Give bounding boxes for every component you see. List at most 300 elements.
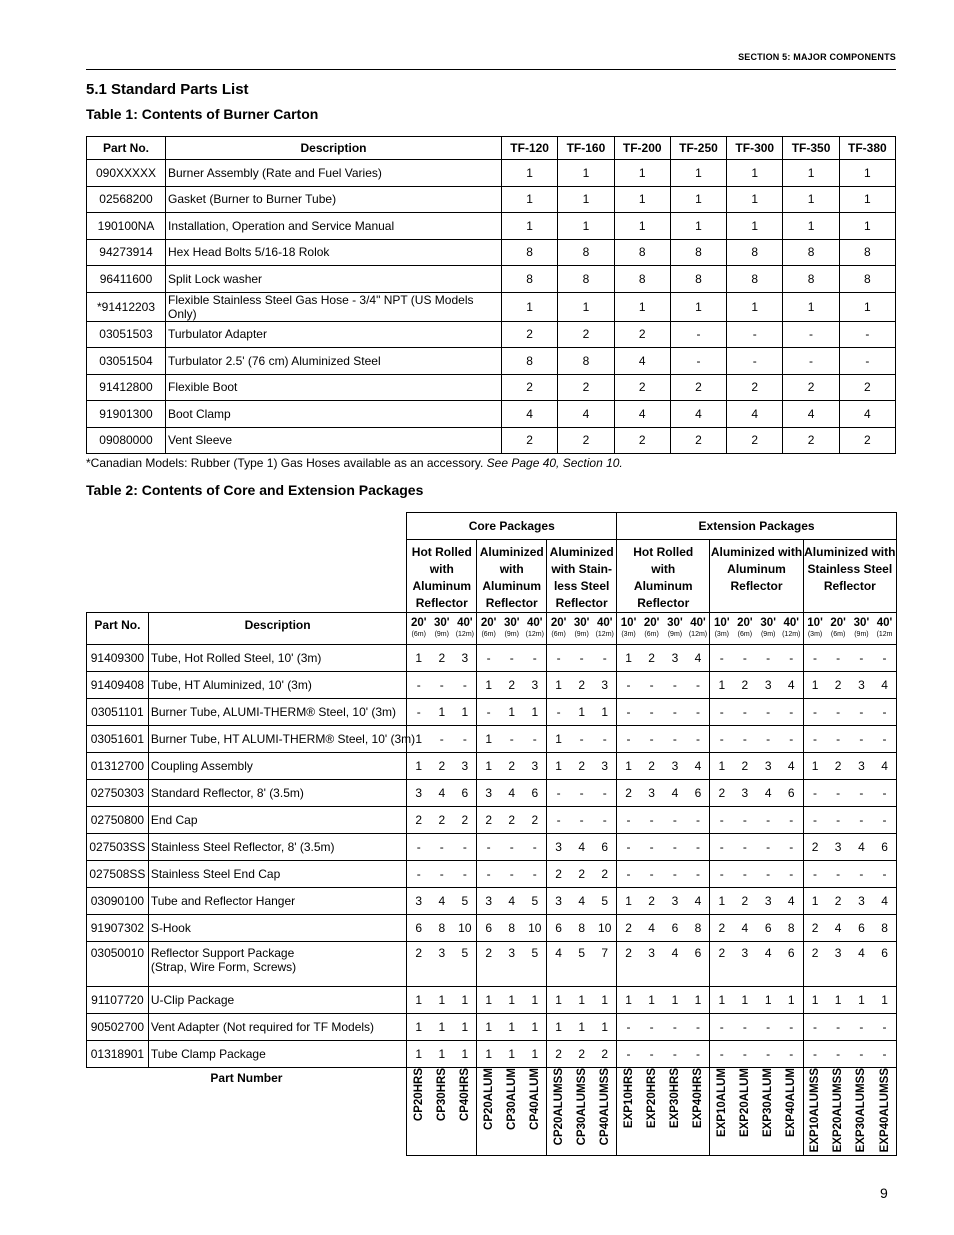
quantity-cell: 3 bbox=[523, 753, 546, 780]
quantity-cell: - bbox=[477, 645, 500, 672]
table-row bbox=[87, 213, 896, 240]
quantity-cell: 3 bbox=[430, 942, 453, 987]
quantity-cell: 1 bbox=[453, 1014, 476, 1041]
quantity-cell: 3 bbox=[663, 888, 686, 915]
quantity-cell: - bbox=[617, 861, 640, 888]
package-part-number-cell bbox=[803, 1068, 826, 1156]
quantity-cell: 1 bbox=[614, 292, 670, 321]
quantity-cell: - bbox=[687, 1041, 710, 1068]
metric-length: (9m) bbox=[434, 631, 449, 638]
quantity-cell: - bbox=[803, 699, 826, 726]
quantity-cell: - bbox=[617, 699, 640, 726]
quantity-cell: - bbox=[826, 645, 849, 672]
quantity-cell: 1 bbox=[783, 292, 839, 321]
quantity-cell: - bbox=[710, 1041, 733, 1068]
quantity-cell: 4 bbox=[663, 780, 686, 807]
table-row bbox=[87, 753, 897, 780]
quantity-cell: - bbox=[593, 807, 616, 834]
quantity-cell: 1 bbox=[453, 1041, 476, 1068]
quantity-cell: - bbox=[727, 321, 783, 348]
package-type-header: Hot Rolled with Aluminum Reflector bbox=[407, 540, 477, 613]
quantity-cell: - bbox=[663, 807, 686, 834]
quantity-cell: - bbox=[733, 645, 756, 672]
table-row bbox=[87, 348, 896, 375]
quantity-cell: 1 bbox=[523, 1014, 546, 1041]
quantity-cell: 2 bbox=[558, 427, 614, 454]
quantity-cell: 1 bbox=[727, 186, 783, 213]
column-header: TF-250 bbox=[670, 137, 726, 160]
quantity-cell: - bbox=[593, 645, 616, 672]
part-no-header: Part No. bbox=[87, 613, 149, 645]
subgroup-header-row bbox=[87, 540, 897, 613]
quantity-cell: - bbox=[500, 645, 523, 672]
quantity-cell: 3 bbox=[523, 672, 546, 699]
quantity-cell: - bbox=[826, 807, 849, 834]
quantity-cell: - bbox=[407, 861, 430, 888]
quantity-cell: 4 bbox=[500, 780, 523, 807]
quantity-cell: 3 bbox=[733, 942, 756, 987]
quantity-cell: - bbox=[640, 672, 663, 699]
quantity-cell: 8 bbox=[614, 239, 670, 266]
quantity-cell: 1 bbox=[407, 1041, 430, 1068]
quantity-cell: 8 bbox=[687, 915, 710, 942]
quantity-cell: 4 bbox=[558, 401, 614, 428]
quantity-cell: 1 bbox=[502, 160, 558, 187]
quantity-cell: 2 bbox=[826, 753, 849, 780]
quantity-cell: 1 bbox=[570, 987, 593, 1014]
quantity-cell: - bbox=[780, 699, 803, 726]
description-cell: Tube and Reflector Hanger bbox=[148, 888, 406, 915]
quantity-cell: - bbox=[670, 348, 726, 375]
metric-length: (6m) bbox=[481, 631, 496, 638]
column-header: Part No. bbox=[87, 137, 166, 160]
part-number-row bbox=[87, 1068, 897, 1156]
package-part-number: CP40ALUMSS bbox=[598, 1068, 611, 1146]
quantity-cell: 4 bbox=[757, 780, 780, 807]
quantity-cell: 2 bbox=[826, 672, 849, 699]
package-part-number-cell bbox=[687, 1068, 710, 1156]
package-part-number-cell bbox=[570, 1068, 593, 1156]
quantity-cell: 2 bbox=[570, 753, 593, 780]
quantity-cell: 5 bbox=[570, 942, 593, 987]
package-type-header: Hot Rolled with Aluminum Reflector bbox=[617, 540, 710, 613]
quantity-cell: 4 bbox=[850, 834, 873, 861]
table-row bbox=[87, 1041, 897, 1068]
part-number-cell: *91412203 bbox=[87, 292, 166, 321]
quantity-cell: 6 bbox=[687, 780, 710, 807]
header-spacer bbox=[87, 513, 407, 540]
quantity-cell: - bbox=[477, 699, 500, 726]
quantity-cell: 1 bbox=[430, 987, 453, 1014]
quantity-cell: - bbox=[617, 1041, 640, 1068]
quantity-cell: 1 bbox=[839, 160, 895, 187]
quantity-cell: 8 bbox=[570, 915, 593, 942]
table-row bbox=[87, 1014, 897, 1041]
quantity-cell: - bbox=[593, 780, 616, 807]
metric-length: (12m) bbox=[595, 631, 614, 638]
length-header: 40' (12m bbox=[873, 613, 896, 645]
quantity-cell: - bbox=[430, 861, 453, 888]
quantity-cell: 1 bbox=[873, 987, 896, 1014]
description-cell: Gasket (Burner to Burner Tube) bbox=[166, 186, 502, 213]
quantity-cell: 3 bbox=[593, 672, 616, 699]
quantity-cell: 2 bbox=[430, 807, 453, 834]
quantity-cell: 8 bbox=[727, 266, 783, 293]
quantity-cell: 4 bbox=[839, 401, 895, 428]
table-row bbox=[87, 186, 896, 213]
quantity-cell: 1 bbox=[710, 888, 733, 915]
quantity-cell: 3 bbox=[757, 753, 780, 780]
quantity-cell: - bbox=[617, 807, 640, 834]
quantity-cell: - bbox=[663, 1041, 686, 1068]
quantity-cell: - bbox=[640, 1014, 663, 1041]
quantity-cell: 1 bbox=[614, 213, 670, 240]
quantity-cell: 1 bbox=[500, 699, 523, 726]
quantity-cell: - bbox=[687, 834, 710, 861]
quantity-cell: 4 bbox=[780, 753, 803, 780]
quantity-cell: 8 bbox=[670, 239, 726, 266]
quantity-cell: - bbox=[780, 807, 803, 834]
quantity-cell: 1 bbox=[803, 888, 826, 915]
quantity-cell: - bbox=[710, 861, 733, 888]
package-part-number: EXP40HRS bbox=[691, 1068, 704, 1129]
quantity-cell: - bbox=[453, 672, 476, 699]
quantity-cell: 2 bbox=[570, 672, 593, 699]
quantity-cell: 2 bbox=[826, 888, 849, 915]
quantity-cell: 3 bbox=[850, 672, 873, 699]
table-row bbox=[87, 807, 897, 834]
package-type-header: Aluminized with Aluminum Reflector bbox=[710, 540, 803, 613]
quantity-cell: 4 bbox=[502, 401, 558, 428]
description-cell: Installation, Operation and Service Manual bbox=[166, 213, 502, 240]
package-part-number: CP20ALUM bbox=[482, 1068, 495, 1130]
package-part-number-cell bbox=[547, 1068, 570, 1156]
quantity-cell: 1 bbox=[523, 987, 546, 1014]
quantity-cell: - bbox=[757, 699, 780, 726]
quantity-cell: 8 bbox=[558, 239, 614, 266]
group-header-row bbox=[87, 513, 897, 540]
quantity-cell: - bbox=[803, 807, 826, 834]
quantity-cell: - bbox=[430, 834, 453, 861]
quantity-cell: - bbox=[850, 1014, 873, 1041]
quantity-cell: 1 bbox=[502, 186, 558, 213]
metric-length: (9m) bbox=[760, 631, 776, 638]
description-cell: End Cap bbox=[148, 807, 406, 834]
length-header: 30' (9m) bbox=[570, 613, 593, 645]
description-cell: Flexible Stainless Steel Gas Hose - 3/4" NPT (US Models Only) bbox=[166, 292, 502, 321]
quantity-cell: - bbox=[733, 1014, 756, 1041]
quantity-cell: - bbox=[826, 1014, 849, 1041]
quantity-cell: 6 bbox=[547, 915, 570, 942]
quantity-cell: 1 bbox=[617, 753, 640, 780]
quantity-cell: 1 bbox=[783, 160, 839, 187]
quantity-cell: 2 bbox=[407, 942, 430, 987]
quantity-cell: 6 bbox=[780, 942, 803, 987]
metric-length: (12m) bbox=[525, 631, 544, 638]
quantity-cell: 3 bbox=[850, 753, 873, 780]
package-part-number-cell bbox=[757, 1068, 780, 1156]
quantity-cell: 1 bbox=[593, 1014, 616, 1041]
table-row bbox=[87, 942, 897, 987]
quantity-cell: 4 bbox=[733, 915, 756, 942]
part-number-cell: 91409408 bbox=[87, 672, 149, 699]
quantity-cell: 4 bbox=[873, 672, 896, 699]
part-number-cell: 03090100 bbox=[87, 888, 149, 915]
quantity-cell: 2 bbox=[640, 888, 663, 915]
quantity-cell: 2 bbox=[502, 321, 558, 348]
description-cell: Turbulator Adapter bbox=[166, 321, 502, 348]
quantity-cell: 1 bbox=[687, 987, 710, 1014]
quantity-cell: - bbox=[640, 834, 663, 861]
quantity-cell: 2 bbox=[617, 942, 640, 987]
quantity-cell: 2 bbox=[453, 807, 476, 834]
column-header: TF-350 bbox=[783, 137, 839, 160]
package-part-number-cell bbox=[430, 1068, 453, 1156]
quantity-cell: 6 bbox=[477, 915, 500, 942]
quantity-cell: 1 bbox=[477, 726, 500, 753]
quantity-cell: 1 bbox=[500, 1041, 523, 1068]
table-row bbox=[87, 427, 896, 454]
quantity-cell: 1 bbox=[670, 160, 726, 187]
quantity-cell: - bbox=[873, 861, 896, 888]
quantity-cell: 1 bbox=[547, 1014, 570, 1041]
quantity-cell: 5 bbox=[523, 942, 546, 987]
quantity-cell: 2 bbox=[547, 861, 570, 888]
quantity-cell: - bbox=[430, 672, 453, 699]
quantity-cell: 1 bbox=[617, 888, 640, 915]
description-cell: Burner Tube, HT ALUMI-THERM® Steel, 10' (3m) bbox=[148, 726, 406, 753]
quantity-cell: - bbox=[640, 861, 663, 888]
quantity-cell: 3 bbox=[407, 888, 430, 915]
footnote-text: *Canadian Models: Rubber (Type 1) Gas Hoses available as an accessory. bbox=[86, 456, 484, 470]
quantity-cell: - bbox=[733, 807, 756, 834]
quantity-cell: - bbox=[780, 1041, 803, 1068]
length-header: 30' (9m) bbox=[500, 613, 523, 645]
length-header: 30' (9m) bbox=[430, 613, 453, 645]
quantity-cell: - bbox=[727, 348, 783, 375]
metric-length: (3m) bbox=[807, 631, 823, 638]
table-row bbox=[87, 888, 897, 915]
table-row bbox=[87, 834, 897, 861]
package-part-number-cell bbox=[663, 1068, 686, 1156]
quantity-cell: 1 bbox=[614, 186, 670, 213]
quantity-cell: 1 bbox=[839, 186, 895, 213]
quantity-cell: 1 bbox=[407, 645, 430, 672]
quantity-cell: - bbox=[407, 834, 430, 861]
quantity-cell: - bbox=[617, 672, 640, 699]
quantity-cell: - bbox=[477, 861, 500, 888]
quantity-cell: 1 bbox=[757, 987, 780, 1014]
part-number-cell: 190100NA bbox=[87, 213, 166, 240]
quantity-cell: 4 bbox=[614, 348, 670, 375]
quantity-cell: - bbox=[873, 726, 896, 753]
quantity-cell: 2 bbox=[803, 942, 826, 987]
quantity-cell: - bbox=[803, 861, 826, 888]
quantity-cell: 5 bbox=[453, 888, 476, 915]
quantity-cell: 5 bbox=[453, 942, 476, 987]
quantity-cell: - bbox=[663, 726, 686, 753]
quantity-cell: 4 bbox=[780, 672, 803, 699]
package-part-number: CP30ALUMSS bbox=[575, 1068, 588, 1146]
quantity-cell: 4 bbox=[850, 942, 873, 987]
quantity-cell: - bbox=[547, 699, 570, 726]
quantity-cell: - bbox=[873, 807, 896, 834]
package-part-number: CP40ALUM bbox=[528, 1068, 541, 1130]
metric-length: (6m) bbox=[411, 631, 426, 638]
quantity-cell: 2 bbox=[593, 861, 616, 888]
quantity-cell: - bbox=[547, 807, 570, 834]
quantity-cell: - bbox=[570, 780, 593, 807]
part-number-cell: 02750800 bbox=[87, 807, 149, 834]
column-header: TF-160 bbox=[558, 137, 614, 160]
quantity-cell: 2 bbox=[547, 1041, 570, 1068]
length-header: 40' (12m) bbox=[593, 613, 616, 645]
length-header: 30' (9m) bbox=[850, 613, 873, 645]
quantity-cell: 1 bbox=[570, 1014, 593, 1041]
quantity-cell: 8 bbox=[783, 239, 839, 266]
quantity-cell: - bbox=[687, 699, 710, 726]
quantity-cell: - bbox=[500, 861, 523, 888]
package-part-number-cell bbox=[873, 1068, 896, 1156]
quantity-cell: - bbox=[850, 861, 873, 888]
quantity-cell: 2 bbox=[727, 374, 783, 401]
metric-length: (12m bbox=[876, 631, 893, 638]
length-header: 20' (6m) bbox=[733, 613, 756, 645]
description-cell: Tube Clamp Package bbox=[148, 1041, 406, 1068]
quantity-cell: - bbox=[803, 1041, 826, 1068]
length-header: 10' (3m) bbox=[617, 613, 640, 645]
part-number-cell: 02750303 bbox=[87, 780, 149, 807]
package-part-number: EXP20HRS bbox=[645, 1068, 658, 1129]
quantity-cell: 1 bbox=[407, 987, 430, 1014]
quantity-cell: 2 bbox=[558, 374, 614, 401]
quantity-cell: 4 bbox=[873, 888, 896, 915]
quantity-cell: - bbox=[850, 699, 873, 726]
package-part-number: EXP30ALUM bbox=[762, 1068, 775, 1138]
quantity-cell: 1 bbox=[710, 672, 733, 699]
quantity-cell: 8 bbox=[839, 239, 895, 266]
quantity-cell: - bbox=[640, 726, 663, 753]
quantity-cell: 1 bbox=[593, 987, 616, 1014]
quantity-cell: - bbox=[783, 348, 839, 375]
quantity-cell: - bbox=[523, 645, 546, 672]
part-number-cell: 09080000 bbox=[87, 427, 166, 454]
table-row bbox=[87, 239, 896, 266]
quantity-cell: 1 bbox=[617, 645, 640, 672]
column-header: TF-200 bbox=[614, 137, 670, 160]
description-cell: Burner Assembly (Rate and Fuel Varies) bbox=[166, 160, 502, 187]
burner-carton-table bbox=[86, 136, 896, 454]
quantity-cell: 8 bbox=[502, 266, 558, 293]
quantity-cell: 2 bbox=[640, 753, 663, 780]
quantity-cell: - bbox=[803, 780, 826, 807]
package-part-number: EXP20ALUMSS bbox=[832, 1068, 845, 1153]
quantity-cell: 2 bbox=[407, 807, 430, 834]
quantity-cell: - bbox=[500, 834, 523, 861]
table1-footnote bbox=[86, 456, 623, 470]
quantity-cell: 6 bbox=[850, 915, 873, 942]
part-number-cell: 02568200 bbox=[87, 186, 166, 213]
quantity-cell: - bbox=[710, 834, 733, 861]
metric-length: (6m) bbox=[737, 631, 753, 638]
quantity-cell: 4 bbox=[780, 888, 803, 915]
table-row bbox=[87, 160, 896, 187]
part-number-cell: 027508SS bbox=[87, 861, 149, 888]
quantity-cell: - bbox=[710, 699, 733, 726]
core-extension-table bbox=[86, 512, 897, 1156]
quantity-cell: 1 bbox=[850, 987, 873, 1014]
length-header: 40' (12m) bbox=[687, 613, 710, 645]
quantity-cell: - bbox=[663, 672, 686, 699]
package-part-number-cell bbox=[407, 1068, 430, 1156]
quantity-cell: 1 bbox=[502, 292, 558, 321]
quantity-cell: 2 bbox=[670, 427, 726, 454]
metric-length: (9m) bbox=[854, 631, 869, 638]
quantity-cell: 2 bbox=[430, 753, 453, 780]
quantity-cell: - bbox=[757, 861, 780, 888]
length-header: 40' (12m) bbox=[780, 613, 803, 645]
quantity-cell: - bbox=[783, 321, 839, 348]
description-cell: Flexible Boot bbox=[166, 374, 502, 401]
quantity-cell: 8 bbox=[558, 348, 614, 375]
quantity-cell: 1 bbox=[523, 1041, 546, 1068]
length-header: 40' (12m) bbox=[453, 613, 476, 645]
quantity-cell: 1 bbox=[803, 672, 826, 699]
quantity-cell: 1 bbox=[570, 699, 593, 726]
table1-caption: Table 1: Contents of Burner Carton bbox=[86, 106, 319, 122]
quantity-cell: 1 bbox=[547, 987, 570, 1014]
metric-length: (9m) bbox=[504, 631, 519, 638]
quantity-cell: - bbox=[780, 726, 803, 753]
description-cell: S-Hook bbox=[148, 915, 406, 942]
quantity-cell: 6 bbox=[687, 942, 710, 987]
quantity-cell: - bbox=[407, 699, 430, 726]
section-header: SECTION 5: MAJOR COMPONENTS bbox=[738, 52, 896, 62]
quantity-cell: - bbox=[733, 699, 756, 726]
quantity-cell: 2 bbox=[783, 374, 839, 401]
quantity-cell: - bbox=[687, 1014, 710, 1041]
page-title: 5.1 Standard Parts List bbox=[86, 81, 249, 98]
length-header: 20' (6m) bbox=[640, 613, 663, 645]
length-header: 30' (9m) bbox=[757, 613, 780, 645]
table1-header-row bbox=[87, 137, 896, 160]
quantity-cell: 1 bbox=[453, 699, 476, 726]
table-row bbox=[87, 726, 897, 753]
quantity-cell: 4 bbox=[500, 888, 523, 915]
quantity-cell: 2 bbox=[570, 861, 593, 888]
quantity-cell: - bbox=[733, 834, 756, 861]
quantity-cell: - bbox=[757, 1041, 780, 1068]
package-part-number-cell bbox=[523, 1068, 546, 1156]
table-row bbox=[87, 915, 897, 942]
quantity-cell: - bbox=[670, 321, 726, 348]
metric-length: (12m) bbox=[688, 631, 708, 638]
quantity-cell: - bbox=[663, 699, 686, 726]
column-header: TF-380 bbox=[839, 137, 895, 160]
quantity-cell: 3 bbox=[477, 888, 500, 915]
metric-length: (9m) bbox=[574, 631, 589, 638]
package-part-number-cell bbox=[640, 1068, 663, 1156]
description-cell: Turbulator 2.5' (76 cm) Aluminized Steel bbox=[166, 348, 502, 375]
quantity-cell: - bbox=[850, 1041, 873, 1068]
quantity-cell: - bbox=[780, 645, 803, 672]
table-row bbox=[87, 266, 896, 293]
quantity-cell: 2 bbox=[839, 374, 895, 401]
part-number-cell: 03051504 bbox=[87, 348, 166, 375]
quantity-cell: 7 bbox=[593, 942, 616, 987]
quantity-cell: - bbox=[640, 1041, 663, 1068]
quantity-cell: - bbox=[617, 1014, 640, 1041]
